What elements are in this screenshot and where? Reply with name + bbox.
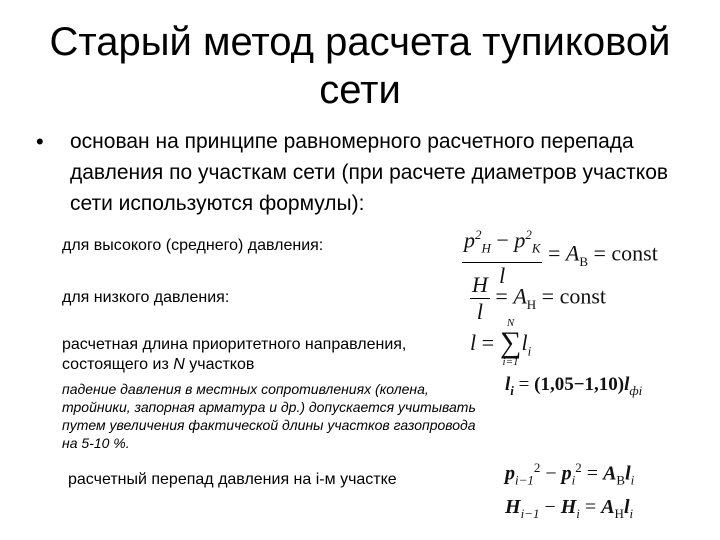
- bullet-item: [36, 126, 676, 219]
- formula-equivalent-length: $l_i = (1,05-1,10)l_{фi}$: [505, 374, 643, 398]
- title-line-2: сети: [319, 68, 401, 112]
- bullet-text: основан на принципе равномерного расчетного перепада давления по участкам сети (при расчете диаметров участков сети используются формулы):: [70, 130, 669, 215]
- formula-low-pressure: $\frac{H}{l}$ = $A_Н$ = const: [472, 272, 607, 324]
- high-pressure-label: для высокого (среднего) давления:: [62, 237, 324, 254]
- section-drop-label: расчетный перепад давления на i-м участке: [68, 471, 397, 488]
- low-pressure-label: для низкого давления:: [62, 289, 230, 306]
- formula-low-pressure-fraction: $\frac{H}{l}$: [472, 272, 488, 324]
- formula-section-drop-low: $H_{i-1} - H_i = A_Нl_i$: [505, 496, 634, 521]
- title-line-1: Старый метод расчета тупиковой: [49, 20, 671, 64]
- design-length-line-2: состоящего из N участков: [62, 356, 255, 373]
- formula-section-drop-high: $p_{i-1}^2 - p_i^2 = A_Вl_i$: [505, 460, 635, 488]
- local-losses-note: падение давления в местных сопротивлениях (колена, тройники, запорная арматура и др.) допускается учитывать путем увеличения фактической длины участков газопровода на 5-10 %.: [62, 381, 476, 451]
- bullet-marker: •: [36, 129, 44, 154]
- formula-design-length: l = N ∑ i=1 $l_i$: [470, 317, 532, 368]
- formula-high-pressure-fraction: $\frac{p^2_Н - p^2_К}{l}$: [462, 222, 542, 289]
- formula-high-pressure: $\frac{p^2_Н - p^2_К}{l}$ = $A_В$ = const: [462, 222, 658, 289]
- slide-title: [30, 18, 690, 114]
- design-length-label: [62, 335, 406, 375]
- design-length-line-1: расчетная длина приоритетного направления,: [62, 336, 407, 353]
- sum-symbol: N ∑ i=1: [499, 317, 522, 368]
